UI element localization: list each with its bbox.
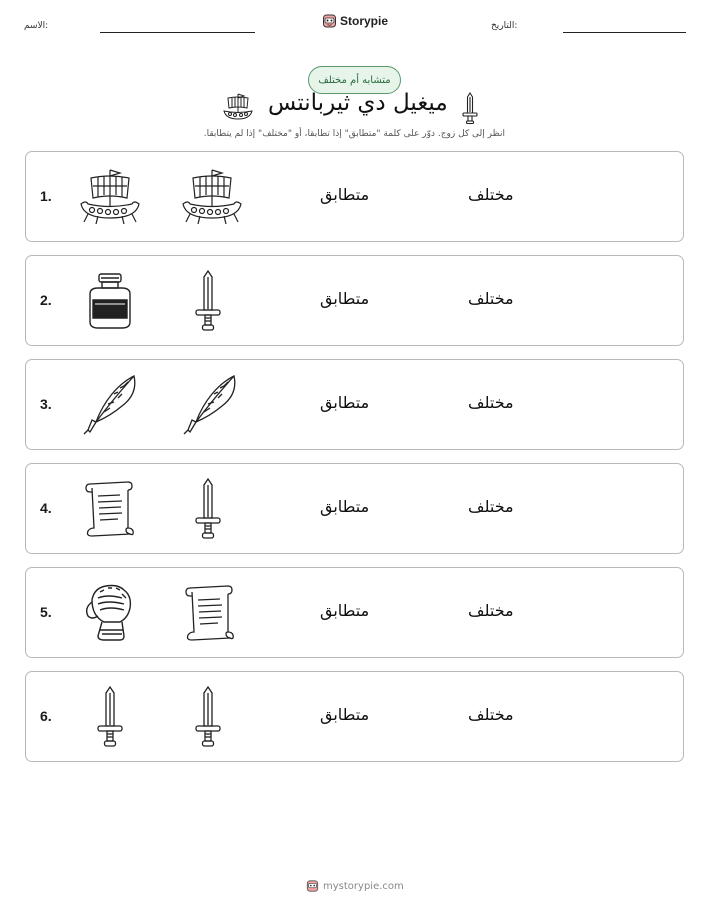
question-row-4 xyxy=(25,463,684,554)
name-label: الاسم: xyxy=(24,21,49,31)
ship-icon xyxy=(180,164,244,230)
worksheet-type-badge: متشابه أم مختلف xyxy=(308,66,401,94)
question-row-1 xyxy=(25,151,684,242)
footer-url[interactable]: mystorypie.com xyxy=(323,880,404,892)
worksheet-title: ميغيل دي ثيربانتس xyxy=(268,90,448,116)
same-option[interactable]: متطابق xyxy=(320,393,370,412)
question-number: 5. xyxy=(40,604,52,620)
sword-icon xyxy=(176,476,240,542)
same-option[interactable]: متطابق xyxy=(320,705,370,724)
sword-icon xyxy=(460,92,480,124)
storypie-mascot-icon xyxy=(306,879,319,893)
footer xyxy=(306,879,404,893)
question-number: 1. xyxy=(40,188,52,204)
ship-icon xyxy=(78,164,142,230)
question-number: 4. xyxy=(40,500,52,516)
gauntlet-icon xyxy=(78,580,142,646)
different-option[interactable]: مختلف xyxy=(468,289,514,308)
same-option[interactable]: متطابق xyxy=(320,289,370,308)
sword-icon xyxy=(78,684,142,750)
brand-name: Storypie xyxy=(340,14,389,28)
different-option[interactable]: مختلف xyxy=(468,393,514,412)
same-option[interactable]: متطابق xyxy=(320,497,370,516)
question-row-6 xyxy=(25,671,684,762)
different-option[interactable]: مختلف xyxy=(468,497,514,516)
different-option[interactable]: مختلف xyxy=(468,601,514,620)
different-option[interactable]: مختلف xyxy=(468,705,514,724)
ship-icon xyxy=(222,92,254,122)
instructions: انظر إلى كل زوج. دوّر على كلمة "متطابق" إذا تطابقا، أو "مختلف" إذا لم يتطابقا. xyxy=(203,129,505,139)
brand-logo xyxy=(322,13,388,29)
same-option[interactable]: متطابق xyxy=(320,601,370,620)
same-option[interactable]: متطابق xyxy=(320,185,370,204)
question-number: 3. xyxy=(40,396,52,412)
question-row-2 xyxy=(25,255,684,346)
question-row-3 xyxy=(25,359,684,450)
sword-icon xyxy=(176,684,240,750)
sword-icon xyxy=(176,268,240,334)
quill-icon xyxy=(78,372,142,438)
question-row-5 xyxy=(25,567,684,658)
scroll-icon xyxy=(78,476,142,542)
quill-icon xyxy=(178,372,242,438)
question-number: 2. xyxy=(40,292,52,308)
question-number: 6. xyxy=(40,708,52,724)
date-field-line[interactable] xyxy=(563,32,686,33)
scroll-icon xyxy=(178,580,242,646)
name-field-line[interactable] xyxy=(100,32,255,33)
storypie-mascot-icon xyxy=(322,13,337,29)
different-option[interactable]: مختلف xyxy=(468,185,514,204)
inkwell-icon xyxy=(78,268,142,334)
date-label: التاريخ: xyxy=(491,21,518,31)
